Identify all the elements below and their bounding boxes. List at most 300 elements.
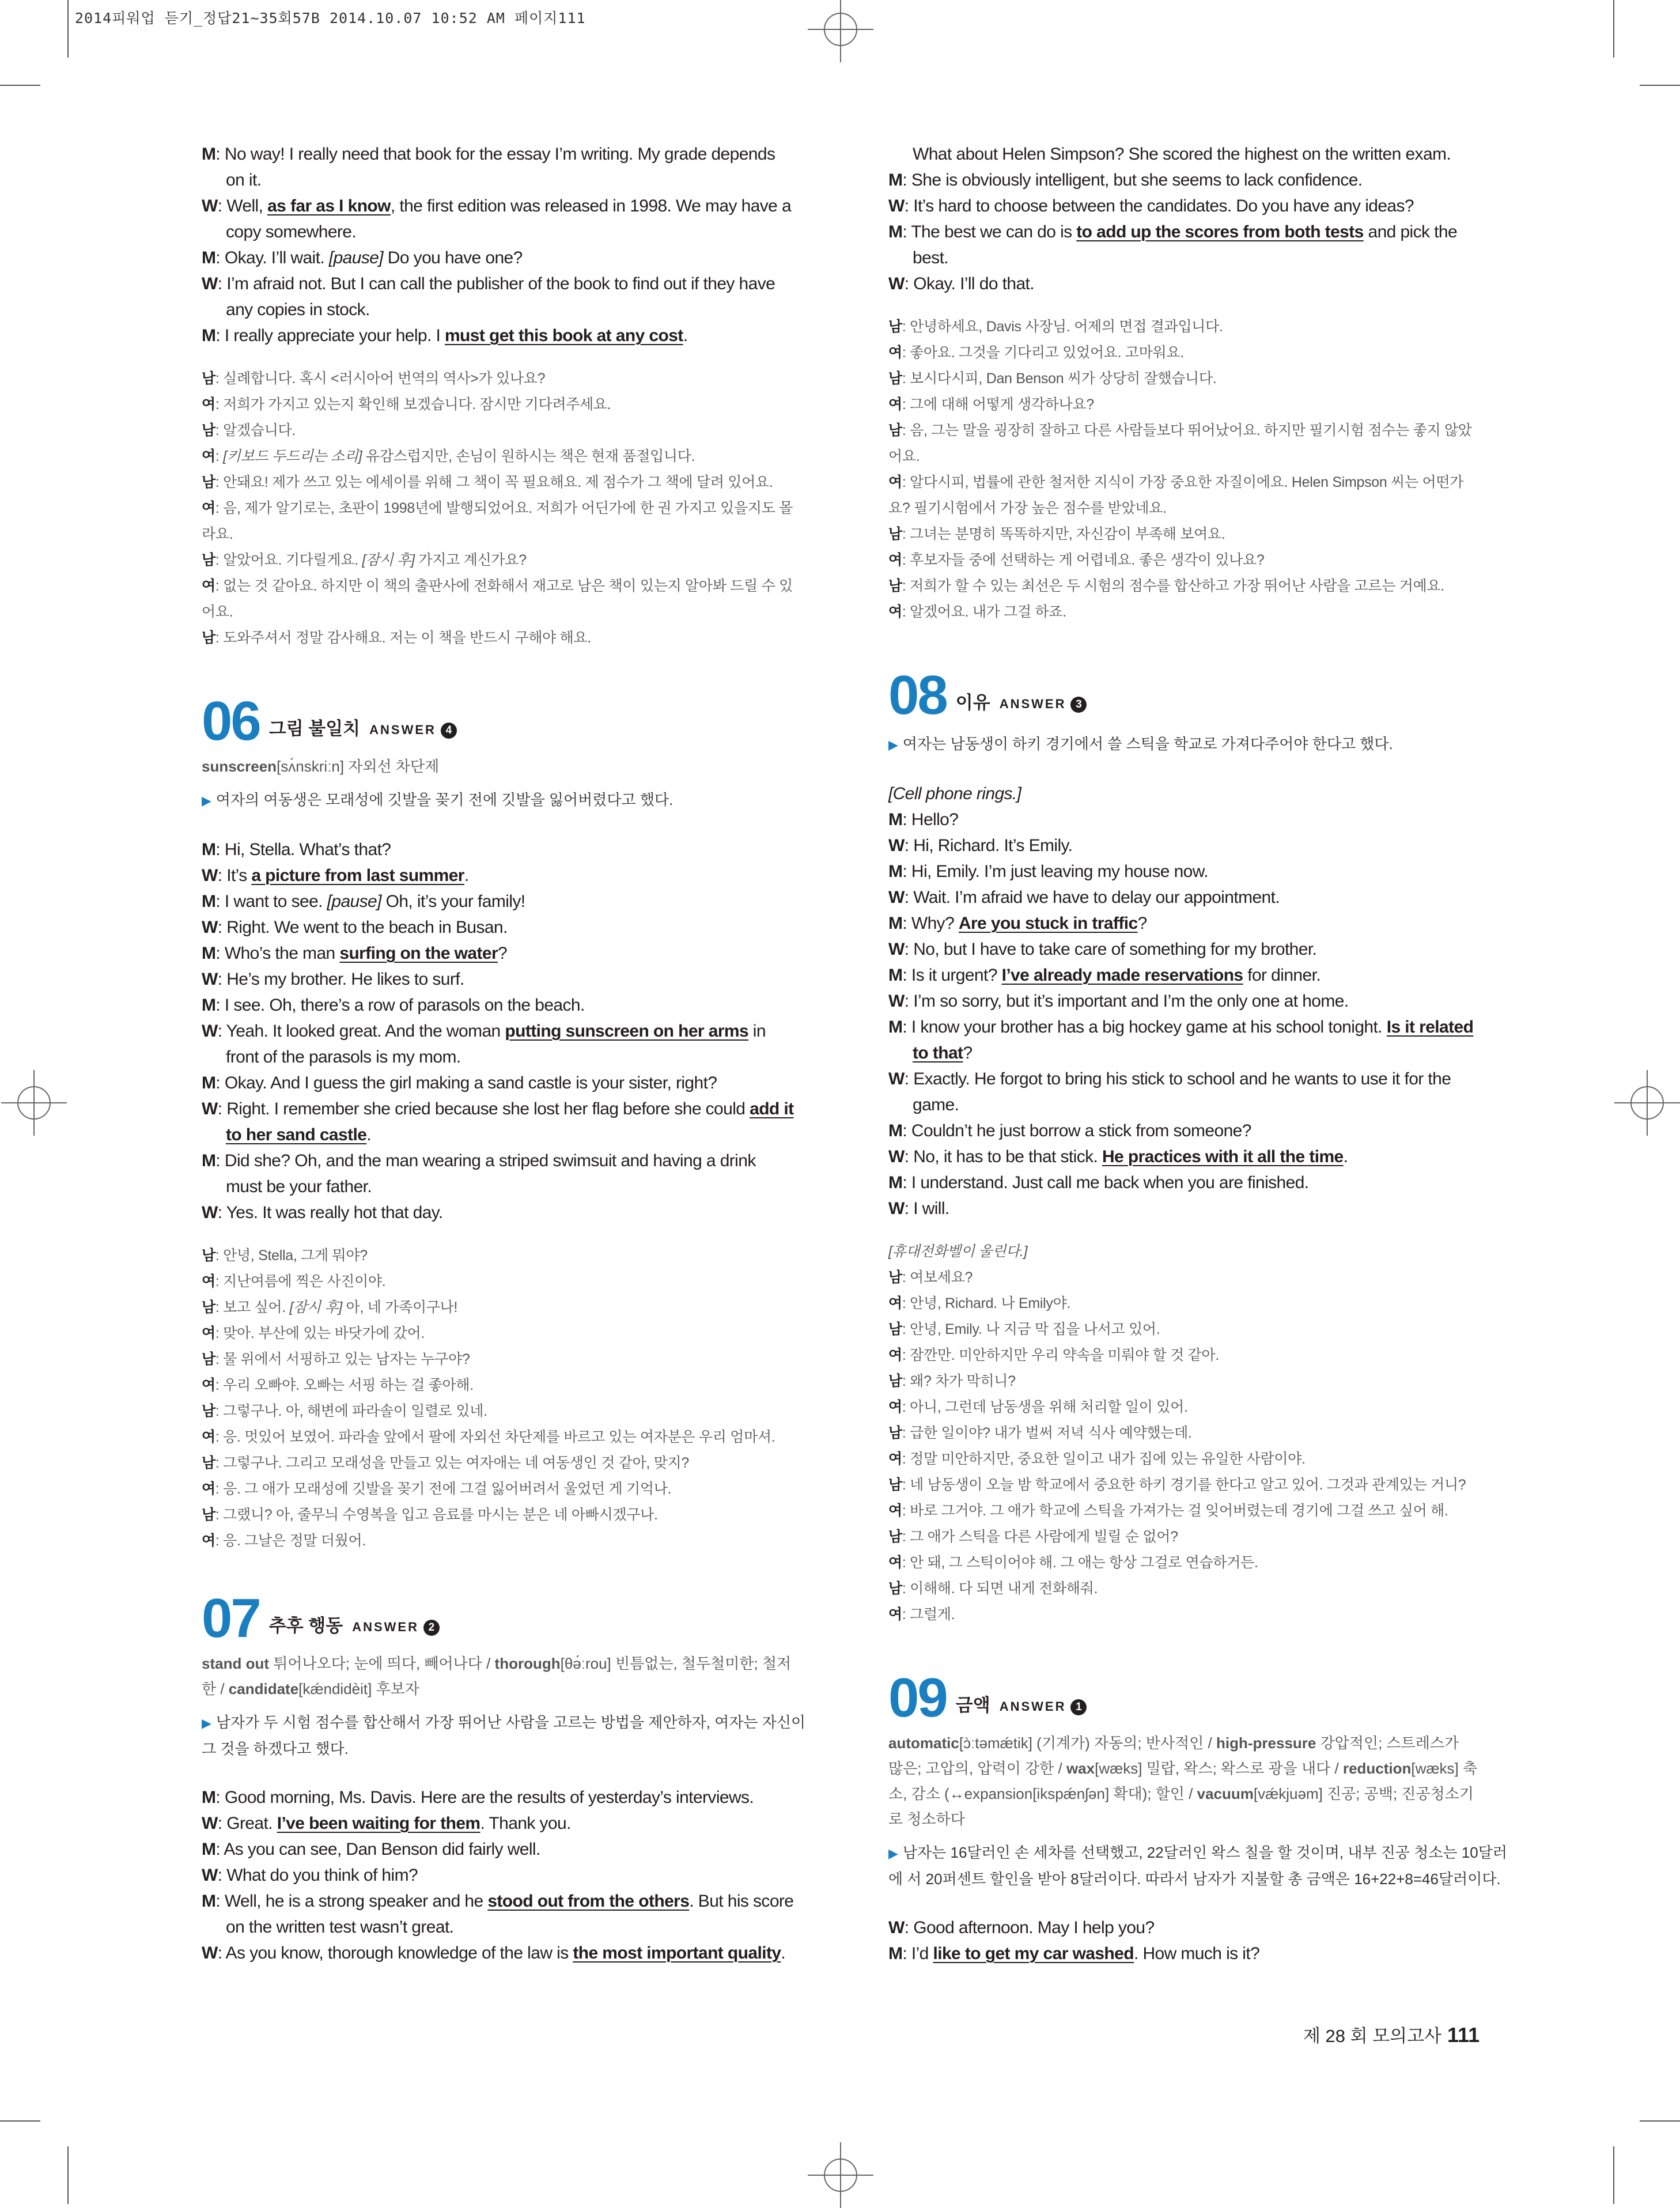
speaker-colon: : (902, 1121, 911, 1140)
speaker-label: 남 (202, 1351, 215, 1367)
speaker-label: 남 (202, 474, 215, 490)
text: 안돼요! 제가 쓰고 있는 에세이를 위해 그 책이 꼭 필요해요. 제 점수가 그 책에 달려 있어요. (223, 474, 773, 490)
dialogue-line (888, 1524, 1511, 1550)
text: [vǽkjuəm] 진공; 공백; 진공청소기 (1253, 1785, 1474, 1802)
speaker-colon: : (902, 526, 910, 542)
text: 후보자들 중에 선택하는 게 어렵네요. 좋은 생각이 있나요? (910, 552, 1265, 568)
dialogue-line (202, 1476, 824, 1502)
key-phrase: add it (750, 1099, 794, 1118)
speaker-colon: : (904, 1918, 914, 1937)
dialogue-line (202, 940, 824, 966)
dialogue-line (888, 1291, 1511, 1317)
answer-mark: 4 (441, 723, 457, 739)
text: Great. (226, 1814, 277, 1833)
speaker-colon: : (217, 918, 227, 937)
vocab-term: candidate (228, 1680, 299, 1697)
speaker-label: 여 (888, 552, 902, 568)
dialogue-line (202, 1502, 824, 1528)
text: 안 돼, 그 스틱이어야 해. 그 애는 항상 그걸로 연습하거든. (910, 1555, 1258, 1571)
text: ? (498, 944, 508, 963)
speaker-colon: : (904, 888, 914, 907)
stage-direction: [휴대전화벨이 울린다.] (888, 1243, 1028, 1260)
speaker-label: 여 (202, 448, 215, 464)
text: It’s hard to choose between the candidates. Do you have any ideas? (913, 196, 1414, 215)
text: 유감스럽지만, 손님이 원하시는 책은 현재 품절입니다. (362, 448, 695, 464)
text: [ɔ̀ːtəmǽtik] (기계가) 자동의; 반사적인 / (959, 1734, 1216, 1752)
speaker-colon: : (902, 1529, 910, 1545)
text: in (748, 1022, 766, 1041)
dialogue-en (202, 837, 824, 1226)
speaker-label: 여 (202, 1429, 215, 1445)
speaker-label: M (202, 1151, 216, 1170)
text: Did she? Oh, and the man wearing a striped swimsuit and having a drink (224, 1151, 756, 1170)
dialogue-line (888, 418, 1511, 444)
dialogue-line (202, 1243, 824, 1269)
page-footer (1303, 2021, 1480, 2047)
speaker-label: 여 (888, 1555, 902, 1571)
text: 그렇구나. 아, 해변에 파라솔이 일렬로 있네. (223, 1403, 487, 1419)
dialogue-line (202, 1398, 824, 1424)
speaker-label: W (202, 196, 218, 215)
page-number: 111 (1447, 2023, 1480, 2047)
speaker-label: 여 (888, 1451, 902, 1467)
dialogue-line (888, 1446, 1511, 1472)
text: 가지고 계신가요? (414, 552, 527, 568)
section-08-header (888, 660, 1511, 726)
text: 왜? 차가 막히니? (910, 1373, 1016, 1389)
speaker-label: M (202, 145, 216, 164)
dialogue-line (202, 167, 824, 193)
answer-label: ANSWER 4 (369, 723, 457, 739)
vocabulary (202, 1676, 824, 1702)
speaker-colon: : (215, 1325, 224, 1341)
speaker-colon: : (215, 474, 224, 490)
key-phrase: Is it related (1386, 1018, 1474, 1037)
text: Couldn’t he just borrow a stick from someone? (911, 1121, 1251, 1140)
text: Yes. It was really hot that day. (226, 1203, 443, 1222)
speaker-colon: : (902, 370, 910, 387)
text: Oh, it’s your family! (381, 892, 525, 911)
speaker-label: M (888, 1121, 903, 1140)
section-number: 09 (888, 1667, 947, 1729)
registration-mark-right (1630, 1086, 1664, 1120)
speaker-label: W (202, 970, 218, 989)
dialogue-line (202, 1862, 824, 1888)
text: 응. 멋있어 보였어. 파라솔 앞에서 팔에 자외선 차단제를 바르고 있는 여자분은 우리 엄마셔. (223, 1429, 775, 1445)
speaker-colon: : (215, 396, 224, 413)
speaker-colon: : (215, 1273, 224, 1290)
text: Okay. And I guess the girl making a sand castle is your sister, right? (224, 1073, 717, 1092)
speaker-label: W (888, 1147, 905, 1166)
speaker-colon: : (902, 1606, 910, 1623)
speaker-colon: : (215, 1481, 224, 1497)
speaker-label: 남 (888, 526, 902, 542)
text: Well, he is a strong speaker and he (224, 1892, 488, 1911)
dialogue-line (202, 1269, 824, 1295)
dialogue-line (888, 245, 1511, 271)
speaker-colon: : (902, 1373, 910, 1389)
section-title: 금액 (955, 1695, 990, 1715)
dialogue-en (888, 1915, 1511, 1967)
speaker-label: 여 (202, 1273, 215, 1290)
text: best. (913, 248, 949, 267)
key-phrase: like to get my car washed (933, 1944, 1134, 1963)
text: game. (913, 1095, 959, 1114)
text: 알겠어요. 내가 그걸 하죠. (910, 604, 1066, 620)
vocab-term: stand out (202, 1655, 269, 1672)
dialogue-line (202, 889, 824, 914)
stage-direction: [잠시 후] (289, 1299, 342, 1315)
vocab-term: thorough (494, 1655, 561, 1672)
speaker-colon: : (215, 248, 225, 267)
vocab-term: high-pressure (1216, 1734, 1316, 1752)
answer-label: ANSWER 3 (1000, 697, 1087, 713)
speaker-colon: : (904, 1199, 914, 1218)
dialogue-line (202, 1200, 824, 1226)
speaker-colon: : (215, 1299, 224, 1315)
section-title: 그림 불일치 (268, 719, 361, 739)
speaker-colon: : (904, 992, 914, 1011)
speaker-colon: : (215, 578, 224, 594)
speaker-label: W (202, 866, 218, 885)
text: Okay. I’ll wait. (224, 248, 329, 267)
section-06-header (202, 686, 824, 752)
text: 알겠습니다. (223, 422, 296, 438)
text: Okay. I’ll do that. (913, 274, 1035, 293)
dialogue-en (202, 1784, 824, 1966)
dialogue-line (202, 297, 824, 323)
text: 음, 제가 알기로는, 초판이 1998년에 발행되었어요. 저희가 어딘가에 한 권 가지고 있을지도 몰 (223, 500, 793, 516)
text: I’m so sorry, but it’s important and I’m the only one at home. (913, 992, 1349, 1011)
speaker-colon: : (902, 1269, 910, 1286)
key-phrase: a picture from last summer (251, 866, 464, 885)
speaker-colon: : (215, 1351, 224, 1367)
section-number: 08 (888, 664, 947, 726)
text: 잠깐만. 미안하지만 우리 약속을 미뤄야 할 것 같아. (910, 1347, 1219, 1363)
text: 소, 감소 (↔expansion[ikspǽnʃən] 확대); 할인 / (888, 1785, 1197, 1802)
text: 보고 싶어. (223, 1299, 290, 1315)
speaker-colon: : (215, 1429, 224, 1445)
speaker-colon: : (904, 1147, 914, 1166)
dialogue-line (202, 219, 824, 245)
dialogue-line (888, 1239, 1511, 1265)
speaker-label: 남 (888, 370, 902, 387)
key-phrase: to her sand castle (226, 1125, 367, 1144)
text: Do you have one? (383, 248, 523, 267)
dialogue-line (888, 1014, 1511, 1040)
speaker-colon: : (902, 1555, 910, 1571)
speaker-label: M (888, 171, 903, 190)
speaker-label: M (202, 1788, 216, 1807)
speaker-label: M (888, 810, 903, 829)
key-phrase: putting sunscreen on her arms (505, 1022, 749, 1041)
text: 정말 미안하지만, 중요한 일이고 내가 집에 있는 유일한 사람이야. (910, 1451, 1306, 1467)
speaker-colon: : (902, 1295, 910, 1311)
speaker-colon: : (902, 1347, 910, 1363)
crop-mark-bl-h (0, 2120, 40, 2122)
registration-mark-top (824, 13, 857, 46)
speaker-colon: : (217, 274, 227, 293)
text: No, but I have to take care of something for my brother. (913, 940, 1317, 959)
speaker-label: M (202, 326, 216, 345)
text: 급한 일이야? 내가 벌써 저녁 식사 예약했는데. (910, 1425, 1192, 1441)
speaker-label: M (888, 1173, 903, 1192)
dialogue-line (888, 547, 1511, 573)
text: 그에 대해 어떻게 생각하나요? (910, 396, 1094, 413)
dialogue-line (202, 1148, 824, 1174)
text: on the written test wasn’t great. (226, 1918, 454, 1937)
text: 저희가 가지고 있는지 확인해 보겠습니다. 잠시만 기다려주세요. (223, 396, 611, 413)
speaker-label: 여 (202, 1481, 215, 1497)
text: 물 위에서 서핑하고 있는 남자는 누구야? (223, 1351, 470, 1367)
text: 음, 그는 말을 굉장히 잘하고 다른 사람들보다 뛰어났어요. 하지만 필기시험 점수는 좋지 않았 (910, 422, 1472, 438)
speaker-colon: : (217, 1866, 227, 1885)
dialogue-line (888, 807, 1511, 833)
speaker-label: 여 (202, 578, 215, 594)
speaker-label: W (202, 1203, 218, 1222)
speaker-label: M (202, 248, 216, 267)
speaker-label: M (202, 840, 216, 859)
key-phrase: He practices with it all the time (1102, 1147, 1344, 1166)
speaker-label: 남 (888, 319, 902, 335)
text: for dinner. (1243, 966, 1321, 985)
speaker-label: M (888, 862, 903, 881)
explanation: ▶ 남자는 16달러인 손 세차를 선택했고, 22달러인 왁스 칠을 할 것이며, 내부 진공 청소는 10달러에 서 20퍼센트 할인을 받아 8달러이다. 따라서 남자가 지불할 총 금액은 16+22+8=46달러이다. (888, 1844, 1507, 1888)
dialogue-line (888, 1066, 1511, 1092)
speaker-colon: : (217, 196, 227, 215)
text: 안녕, Stella, 그게 뭐야? (223, 1247, 368, 1264)
section-title: 이유 (955, 693, 990, 713)
dialogue-line (202, 1070, 824, 1096)
text: Well, (226, 196, 268, 215)
key-phrase: to add up the scores from both tests (1076, 222, 1364, 241)
speaker-colon: : (902, 171, 911, 190)
vocab-term: vacuum (1197, 1785, 1254, 1802)
speaker-label: 여 (202, 1325, 215, 1341)
text: and pick the (1363, 222, 1458, 241)
dialogue-line (888, 1265, 1511, 1291)
text: Hi, Emily. I’m just leaving my house now. (911, 862, 1208, 881)
speaker-colon: : (902, 1451, 910, 1467)
speaker-label: 남 (888, 578, 902, 594)
text: 지난여름에 찍은 사진이야. (223, 1273, 386, 1290)
text: I’m afraid not. But I can call the publisher of the book to find out if they have (226, 274, 775, 293)
speaker-label: 남 (888, 1321, 902, 1337)
text: 그렇구나. 그리고 모래성을 만들고 있는 여자애는 네 여동생인 것 같아, 맞지? (223, 1455, 690, 1471)
text: 알았어요. 기다릴게요. (223, 552, 362, 568)
text: 그럴게. (910, 1606, 955, 1623)
speaker-colon: : (902, 604, 910, 620)
dialogue-line (202, 470, 824, 496)
text: 로 청소하다 (888, 1810, 965, 1828)
speaker-label: W (888, 1918, 905, 1937)
speaker-colon: : (217, 970, 227, 989)
speaker-colon: : (215, 370, 224, 387)
text: copy somewhere. (226, 222, 357, 241)
explanation: ▶ 여자는 남동생이 하키 경기에서 쓸 스틱을 학교로 가져다주어야 한다고 했다. (888, 735, 1393, 753)
speaker-label: W (888, 274, 905, 293)
text: [kǽndidèit] 후보자 (298, 1680, 419, 1697)
text: 많은; 고압의, 압력이 강한 / (888, 1760, 1066, 1777)
triangle-icon: ▶ (202, 793, 211, 808)
dialogue-line (888, 1343, 1511, 1368)
text: 응. 그 애가 모래성에 깃발을 꽂기 전에 그걸 잃어버려서 울었던 게 기억나. (223, 1481, 672, 1497)
crop-mark-tr-h (1640, 85, 1680, 86)
speaker-colon: : (902, 1425, 910, 1441)
text: Good afternoon. May I help you? (913, 1918, 1155, 1937)
dialogue-line (202, 1424, 824, 1450)
dialogue-line (888, 1170, 1511, 1196)
text: . (366, 1125, 372, 1144)
text: No way! I really need that book for the essay I’m writing. My grade depends (224, 145, 775, 164)
speaker-colon: : (902, 1477, 910, 1493)
speaker-label: 여 (888, 396, 902, 413)
speaker-colon: : (902, 1503, 910, 1519)
text: Why? (911, 914, 959, 933)
dialogue-line (202, 366, 824, 392)
vocab-term: wax (1066, 1760, 1095, 1777)
dialogue-line (202, 496, 824, 521)
text: 도와주셔서 정말 감사해요. 저는 이 책을 반드시 구해야 해요. (223, 630, 592, 646)
speaker-label: W (202, 918, 218, 937)
text: I understand. Just call me back when you are finished. (911, 1173, 1309, 1192)
speaker-colon: : (215, 1247, 224, 1264)
text: 그랬니? 아, 줄무늬 수영복을 입고 음료를 마시는 분은 네 아빠시겠구나. (223, 1507, 658, 1523)
speaker-label: 여 (202, 1533, 215, 1549)
dialogue-line (202, 863, 824, 889)
speaker-label: W (888, 940, 905, 959)
dialogue-line (202, 271, 824, 297)
dialogue-line (888, 1498, 1511, 1524)
text: 우리 오빠야. 오빠는 서핑 하는 걸 좋아해. (223, 1377, 474, 1393)
text: Right. We went to the beach in Busan. (226, 918, 508, 937)
triangle-icon: ▶ (202, 1716, 211, 1730)
speaker-label: M (888, 222, 903, 241)
speaker-colon: : (902, 396, 910, 413)
speaker-label: 남 (888, 1581, 902, 1597)
speaker-label: 여 (888, 1347, 902, 1363)
text: Hi, Stella. What’s that? (224, 840, 391, 859)
text: Good morning, Ms. Davis. Here are the results of yesterday’s interviews. (224, 1788, 754, 1807)
key-phrase: the most important quality (573, 1944, 781, 1963)
text: I know your brother has a big hockey game at his school tonight. (911, 1018, 1387, 1037)
text: 아, 네 가족이구나! (342, 1299, 458, 1315)
crop-mark-tr-v (1613, 0, 1614, 58)
speaker-label: 여 (202, 500, 215, 516)
speaker-colon: : (902, 810, 911, 829)
text: . (781, 1944, 786, 1963)
speaker-colon: : (215, 1455, 224, 1471)
speaker-label: W (888, 836, 905, 855)
speaker-label: 남 (888, 1373, 902, 1389)
stage-direction: [키보드 두드리는 소리] (223, 448, 362, 464)
dialogue-line (202, 1373, 824, 1398)
text: No, it has to be that stick. (913, 1147, 1102, 1166)
speaker-colon: : (215, 892, 225, 911)
dialogue-line (202, 1321, 824, 1347)
text: Hello? (911, 810, 959, 829)
speaker-colon: : (904, 836, 914, 855)
dialogue-line (202, 1347, 824, 1373)
text: 없는 것 같아요. 하지만 이 책의 출판사에 전화해서 재고로 남은 책이 있는지 알아봐 드릴 수 있 (223, 578, 793, 594)
text: Yeah. It looked great. And the woman (226, 1022, 505, 1041)
crop-mark-tl-h (0, 85, 40, 86)
stage-direction: [Cell phone rings.] (888, 784, 1021, 803)
speaker-label: 여 (888, 474, 902, 490)
speaker-label: W (202, 1944, 218, 1963)
text: must be your father. (226, 1177, 372, 1196)
speaker-label: 여 (888, 345, 902, 361)
speaker-label: 남 (202, 1455, 215, 1471)
key-phrase: surfing on the water (339, 944, 498, 963)
speaker-colon: : (215, 1892, 225, 1911)
speaker-label: 남 (888, 1425, 902, 1441)
speaker-label: 여 (888, 1399, 902, 1415)
text: 그녀는 분명히 똑똑하지만, 자신감이 부족해 보여요. (910, 526, 1225, 542)
dialogue-line (202, 1940, 824, 1966)
speaker-label: 여 (888, 1295, 902, 1311)
speaker-colon: : (902, 1173, 911, 1192)
text: I want to see. (224, 892, 327, 911)
speaker-colon: : (904, 1069, 914, 1088)
dialogue-line (888, 314, 1511, 340)
speaker-colon: : (902, 319, 910, 335)
crop-mark-br-h (1640, 2120, 1680, 2122)
speaker-label: 남 (202, 552, 215, 568)
speaker-colon: : (904, 196, 914, 215)
key-phrase: as far as I know (267, 196, 391, 215)
dialogue-line (202, 547, 824, 573)
text: any copies in stock. (226, 300, 370, 319)
key-phrase: Are you stuck in traffic (958, 914, 1138, 933)
text: 안녕하세요, Davis 사장님. 어제의 면접 결과입니다. (910, 319, 1223, 335)
speaker-colon: : (215, 422, 224, 438)
speaker-colon: : (217, 1022, 226, 1041)
speaker-label: W (888, 196, 905, 215)
registration-mark-left (17, 1086, 51, 1120)
speaker-colon: : (904, 274, 914, 293)
speaker-colon: : (215, 840, 225, 859)
text: 안녕, Emily. 나 지금 막 집을 나서고 있어. (910, 1321, 1160, 1337)
text: 한 / (202, 1680, 229, 1697)
speaker-colon: : (902, 422, 910, 438)
dialogue-ko (888, 314, 1511, 625)
dialogue-line (202, 599, 824, 625)
speaker-label: M (888, 966, 903, 985)
dialogue-line (202, 1122, 824, 1148)
dialogue-line (888, 1118, 1511, 1144)
dialogue-en (202, 141, 824, 349)
vocabulary (888, 1756, 1511, 1781)
dialogue-line (888, 444, 1511, 470)
text: . (1343, 1147, 1348, 1166)
exam-label: 제 28 회 모의고사 (1303, 2026, 1441, 2046)
text: 어요. (202, 604, 233, 620)
speaker-colon: : (902, 1018, 911, 1037)
speaker-label: W (202, 1022, 218, 1041)
stage-direction: [pause] (327, 892, 381, 911)
speaker-label: 여 (202, 1377, 215, 1393)
text: . Thank you. (480, 1814, 571, 1833)
text: 라요. (202, 526, 233, 542)
text: I will. (913, 1199, 949, 1218)
speaker-colon: : (215, 1788, 225, 1807)
speaker-label: W (888, 888, 905, 907)
text: I really appreciate your help. I (224, 326, 445, 345)
crop-mark-br-v (1613, 2146, 1614, 2204)
speaker-colon: : (902, 552, 910, 568)
speaker-colon: : (217, 866, 227, 885)
